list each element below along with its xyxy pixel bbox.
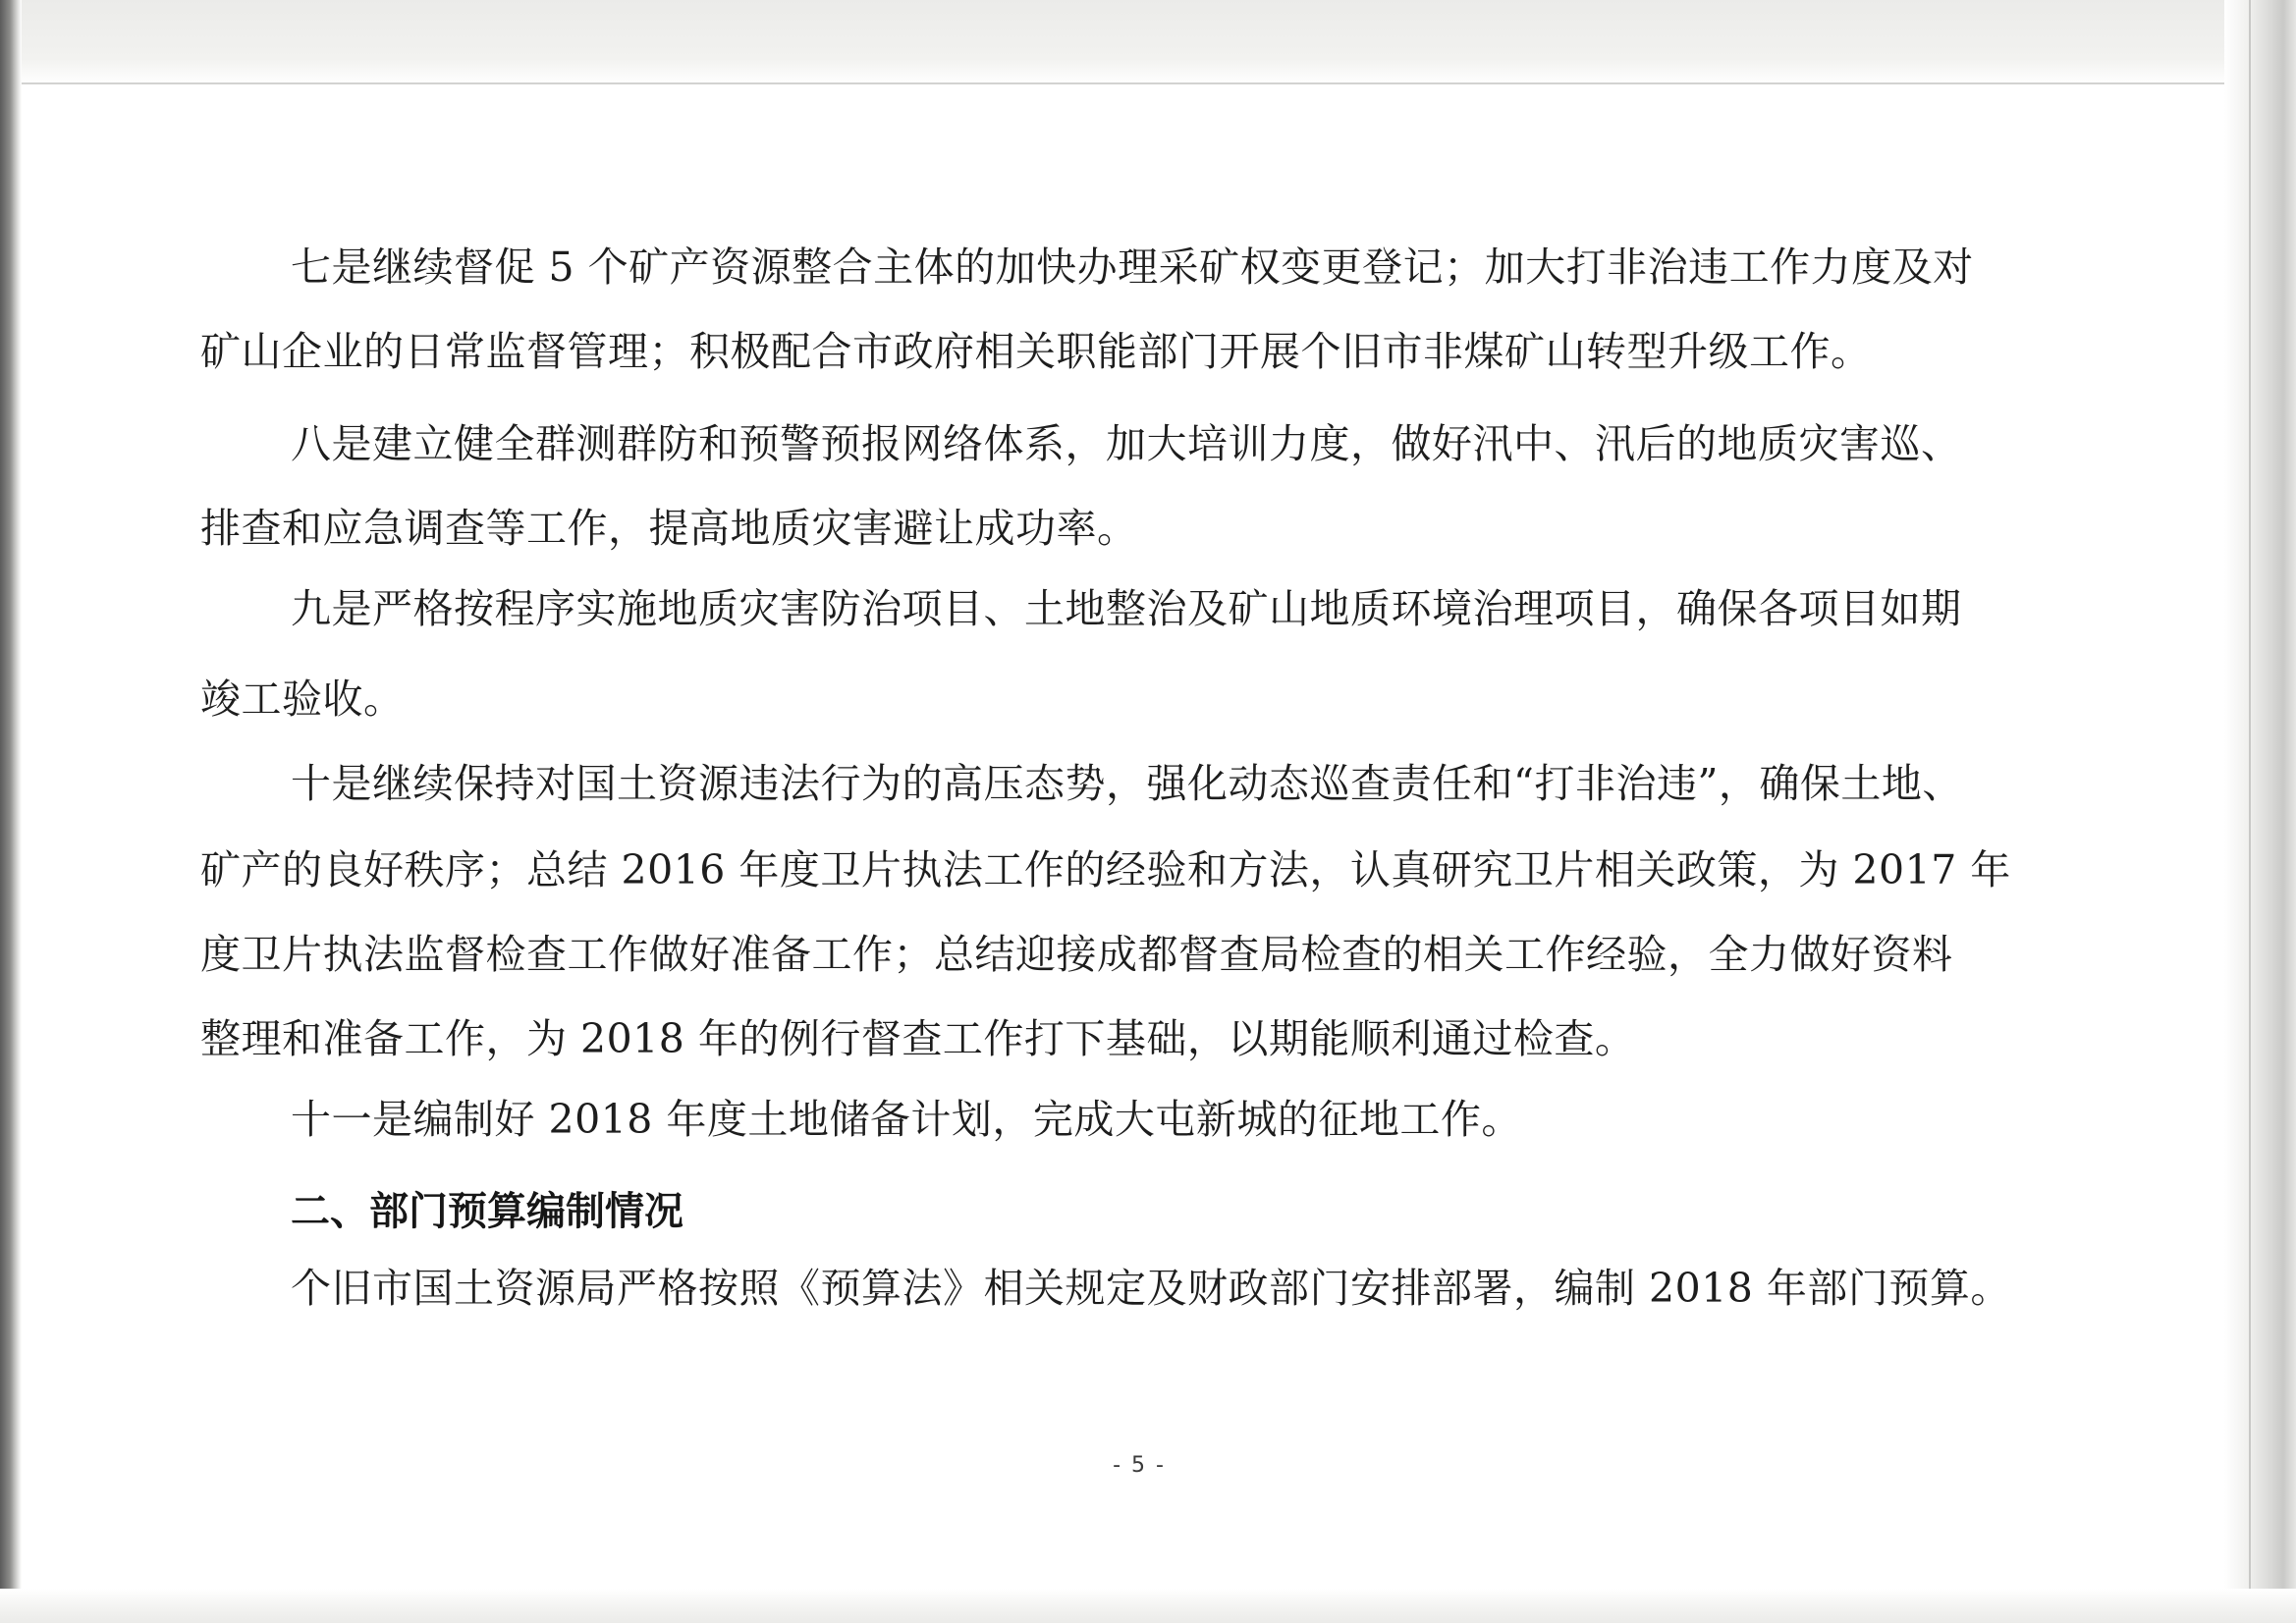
text-line-9: 度卫片执法监督检查工作做好准备工作；总结迎接成都督查局检查的相关工作经验，全力做好资料: [200, 931, 1953, 978]
text-line-8: 矿产的良好秩序；总结 2016 年度卫片执法工作的经验和方法，认真研究卫片相关政策，为 2017 年: [200, 846, 2011, 893]
text-line-4: 排查和应急调查等工作，提高地质灾害避让成功率。: [200, 505, 1138, 552]
page-right-edge-line: [2249, 0, 2251, 1623]
page-number: - 5 -: [1113, 1453, 1166, 1478]
text-line-3: 八是建立健全群测群防和预警预报网络体系，加大培训力度，做好汛中、汛后的地质灾害巡、: [291, 420, 1962, 467]
text-line-11: 十一是编制好 2018 年度土地储备计划，完成大屯新城的征地工作。: [291, 1096, 1522, 1143]
text-line-5: 九是严格按程序实施地质灾害防治项目、土地整治及矿山地质环境治理项目，确保各项目如期: [291, 585, 1962, 632]
section-paragraph: 个旧市国土资源局严格按照《预算法》相关规定及财政部门安排部署，编制 2018 年部门预算。: [291, 1265, 2011, 1312]
text-line-7: 十是继续保持对国土资源违法行为的高压态势，强化动态巡查责任和“打非治违”，确保土地、: [291, 760, 1963, 807]
page-fold-shadow: [2224, 0, 2296, 1623]
page-top-edge-line: [20, 82, 2249, 84]
section-heading: 二、部门预算编制情况: [291, 1189, 683, 1234]
scan-bottom-edge: [0, 1589, 2296, 1623]
text-line-6: 竣工验收。: [200, 676, 405, 723]
binding-edge: [0, 0, 22, 1623]
text-line-2: 矿山企业的日常监督管理；积极配合市政府相关职能部门开展个旧市非煤矿山转型升级工作。: [200, 328, 1872, 375]
scan-top-edge: [0, 0, 2296, 84]
text-line-1: 七是继续督促 5 个矿产资源整合主体的加快办理采矿权变更登记；加大打非治违工作力度及对: [291, 243, 1974, 291]
text-line-10: 整理和准备工作，为 2018 年的例行督查工作打下基础，以期能顺利通过检查。: [200, 1015, 1636, 1062]
